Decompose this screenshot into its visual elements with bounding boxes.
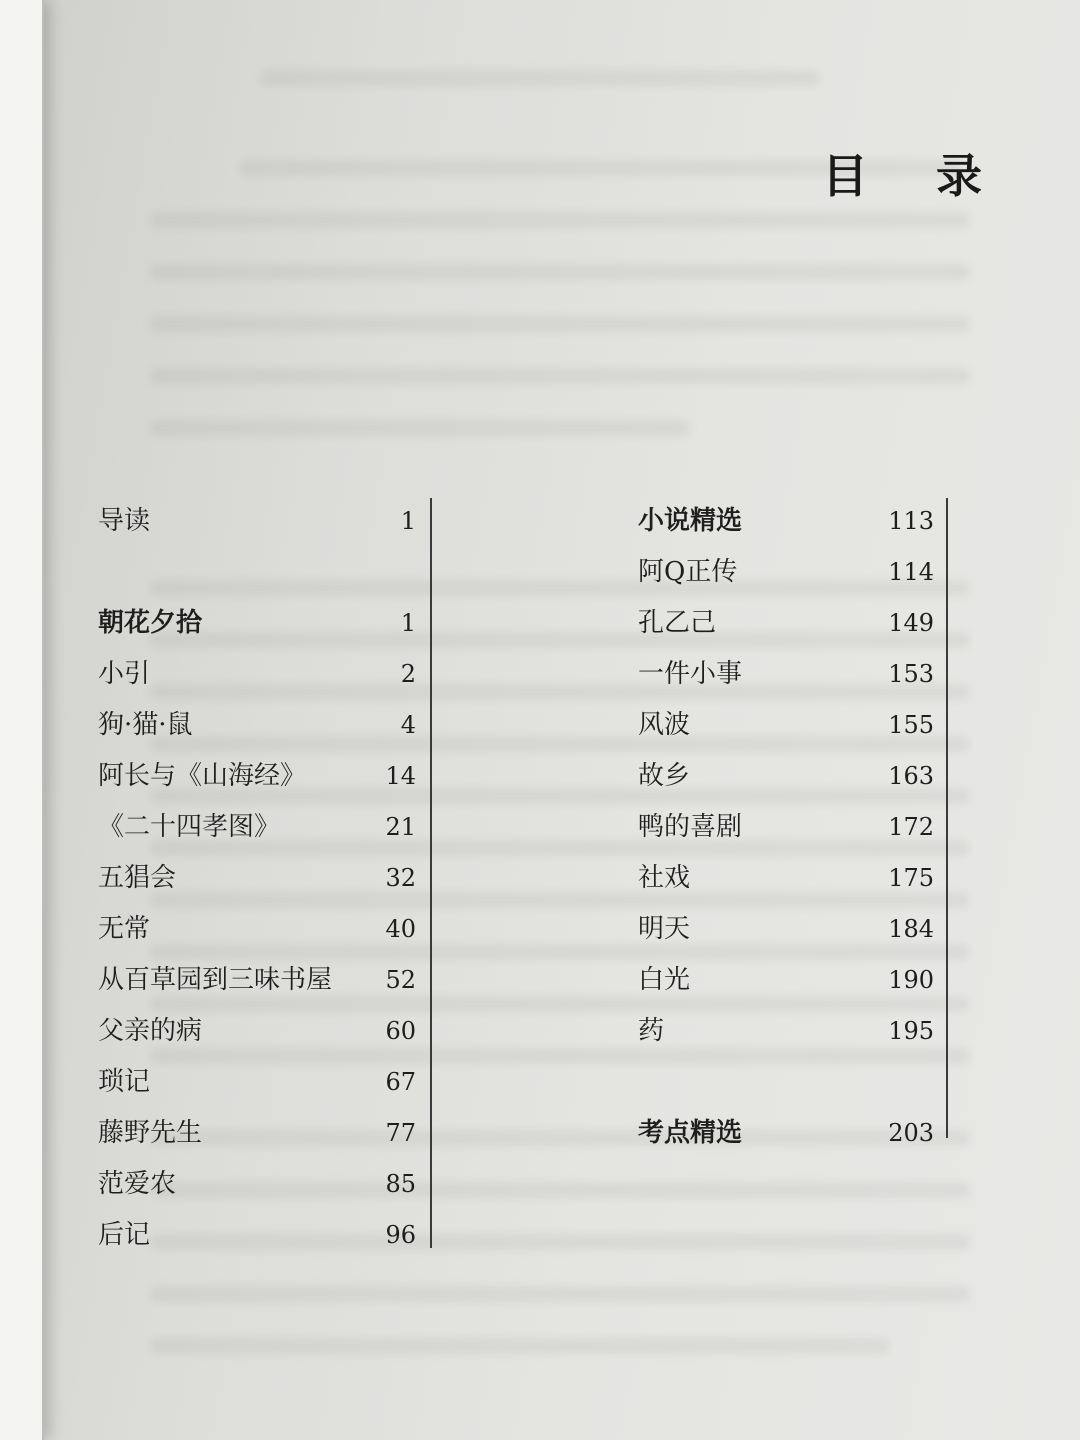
toc-entry-title: 明天 xyxy=(638,914,691,944)
toc-entry-page-number: 155 xyxy=(888,711,934,739)
toc-entry-page-number: 113 xyxy=(888,507,934,535)
toc-entry-title: 琐记 xyxy=(98,1067,151,1097)
toc-entry-title: 社戏 xyxy=(638,863,691,893)
toc-section-heading xyxy=(638,1108,948,1158)
toc-entry-title: 小说精选 xyxy=(638,506,743,536)
toc-entry-title: 藤野先生 xyxy=(98,1118,203,1148)
toc-entry xyxy=(638,853,948,903)
toc-entry-title: 阿Q正传 xyxy=(638,557,738,587)
toc-entry-title: 风波 xyxy=(638,710,691,740)
toc-entry xyxy=(98,496,430,546)
toc-entry-title: 阿长与《山海经》 xyxy=(98,761,307,791)
toc-entry xyxy=(98,1159,430,1209)
toc-entry-page-number: 52 xyxy=(385,966,416,994)
toc-entry-page-number: 195 xyxy=(888,1017,934,1045)
toc-entry-title: 一件小事 xyxy=(638,659,743,689)
toc-entry xyxy=(98,1210,430,1260)
toc-entry-page-number: 114 xyxy=(888,558,934,586)
toc-entry-page-number: 172 xyxy=(888,813,934,841)
toc-entry xyxy=(98,904,430,954)
toc-entry-title: 考点精选 xyxy=(638,1118,743,1148)
toc-entry-page-number: 1 xyxy=(400,507,416,535)
toc-entry xyxy=(98,853,430,903)
toc-entry xyxy=(638,700,948,750)
toc-entry xyxy=(98,751,430,801)
toc-entry xyxy=(638,802,948,852)
toc-entry-title: 朝花夕拾 xyxy=(98,608,203,638)
page-title: 目 录 xyxy=(822,149,1009,203)
toc-entry-page-number: 4 xyxy=(400,711,416,739)
toc-entry-page-number: 203 xyxy=(888,1119,934,1147)
toc-entry xyxy=(638,955,948,1005)
toc-entry-page-number: 153 xyxy=(888,660,934,688)
toc-entry xyxy=(638,1006,948,1056)
toc-entry-title: 狗·猫·鼠 xyxy=(98,710,193,740)
adjacent-page-edge xyxy=(0,0,44,1440)
toc-section-heading xyxy=(98,598,430,648)
toc-entry xyxy=(98,1057,430,1107)
toc-entry-title: 白光 xyxy=(638,965,691,995)
toc-entry-page-number: 60 xyxy=(385,1017,416,1045)
toc-entry-title: 无常 xyxy=(98,914,151,944)
toc-entry-title: 孔乙己 xyxy=(638,608,717,638)
toc-entry-page-number: 77 xyxy=(385,1119,416,1147)
right-column-rule xyxy=(946,498,948,1138)
toc-entry xyxy=(638,547,948,597)
toc-entry xyxy=(98,1006,430,1056)
toc-entry-page-number: 184 xyxy=(888,915,934,943)
toc-entry xyxy=(98,802,430,852)
toc-entry-title: 导读 xyxy=(98,506,151,536)
toc-entry xyxy=(98,1108,430,1158)
toc-entry-title: 范爱农 xyxy=(98,1169,177,1199)
toc-entry-page-number: 14 xyxy=(385,762,416,790)
toc-entry-page-number: 67 xyxy=(385,1068,416,1096)
toc-entry xyxy=(98,649,430,699)
toc-entry-page-number: 149 xyxy=(888,609,934,637)
toc-entry-title: 后记 xyxy=(98,1220,151,1250)
toc-entry-page-number: 1 xyxy=(400,609,416,637)
toc-entry-title: 小引 xyxy=(98,659,151,689)
toc-entry-page-number: 85 xyxy=(385,1170,416,1198)
toc-entry-title: 五猖会 xyxy=(98,863,177,893)
toc-entry-title: 药 xyxy=(638,1016,665,1046)
toc-section-heading xyxy=(638,496,948,546)
toc-entry-title: 父亲的病 xyxy=(98,1016,203,1046)
toc-entry xyxy=(98,955,430,1005)
toc-entry-page-number: 40 xyxy=(385,915,416,943)
toc-entry xyxy=(638,649,948,699)
toc-entry-page-number: 163 xyxy=(888,762,934,790)
toc-entry-page-number: 2 xyxy=(400,660,416,688)
toc-entry-page-number: 175 xyxy=(888,864,934,892)
toc-entry-page-number: 96 xyxy=(385,1221,416,1249)
toc-entry-page-number: 21 xyxy=(385,813,416,841)
toc-entry-title: 故乡 xyxy=(638,761,691,791)
toc-entry xyxy=(98,700,430,750)
left-column-rule xyxy=(430,498,432,1248)
toc-entry-title: 从百草园到三味书屋 xyxy=(98,965,333,995)
toc-entry-page-number: 32 xyxy=(385,864,416,892)
toc-entry-page-number: 190 xyxy=(888,966,934,994)
toc-entry xyxy=(638,598,948,648)
toc-entry-title: 《二十四孝图》 xyxy=(98,812,281,842)
toc-entry xyxy=(638,904,948,954)
toc-entry xyxy=(638,751,948,801)
toc-entry-title: 鸭的喜剧 xyxy=(638,812,743,842)
